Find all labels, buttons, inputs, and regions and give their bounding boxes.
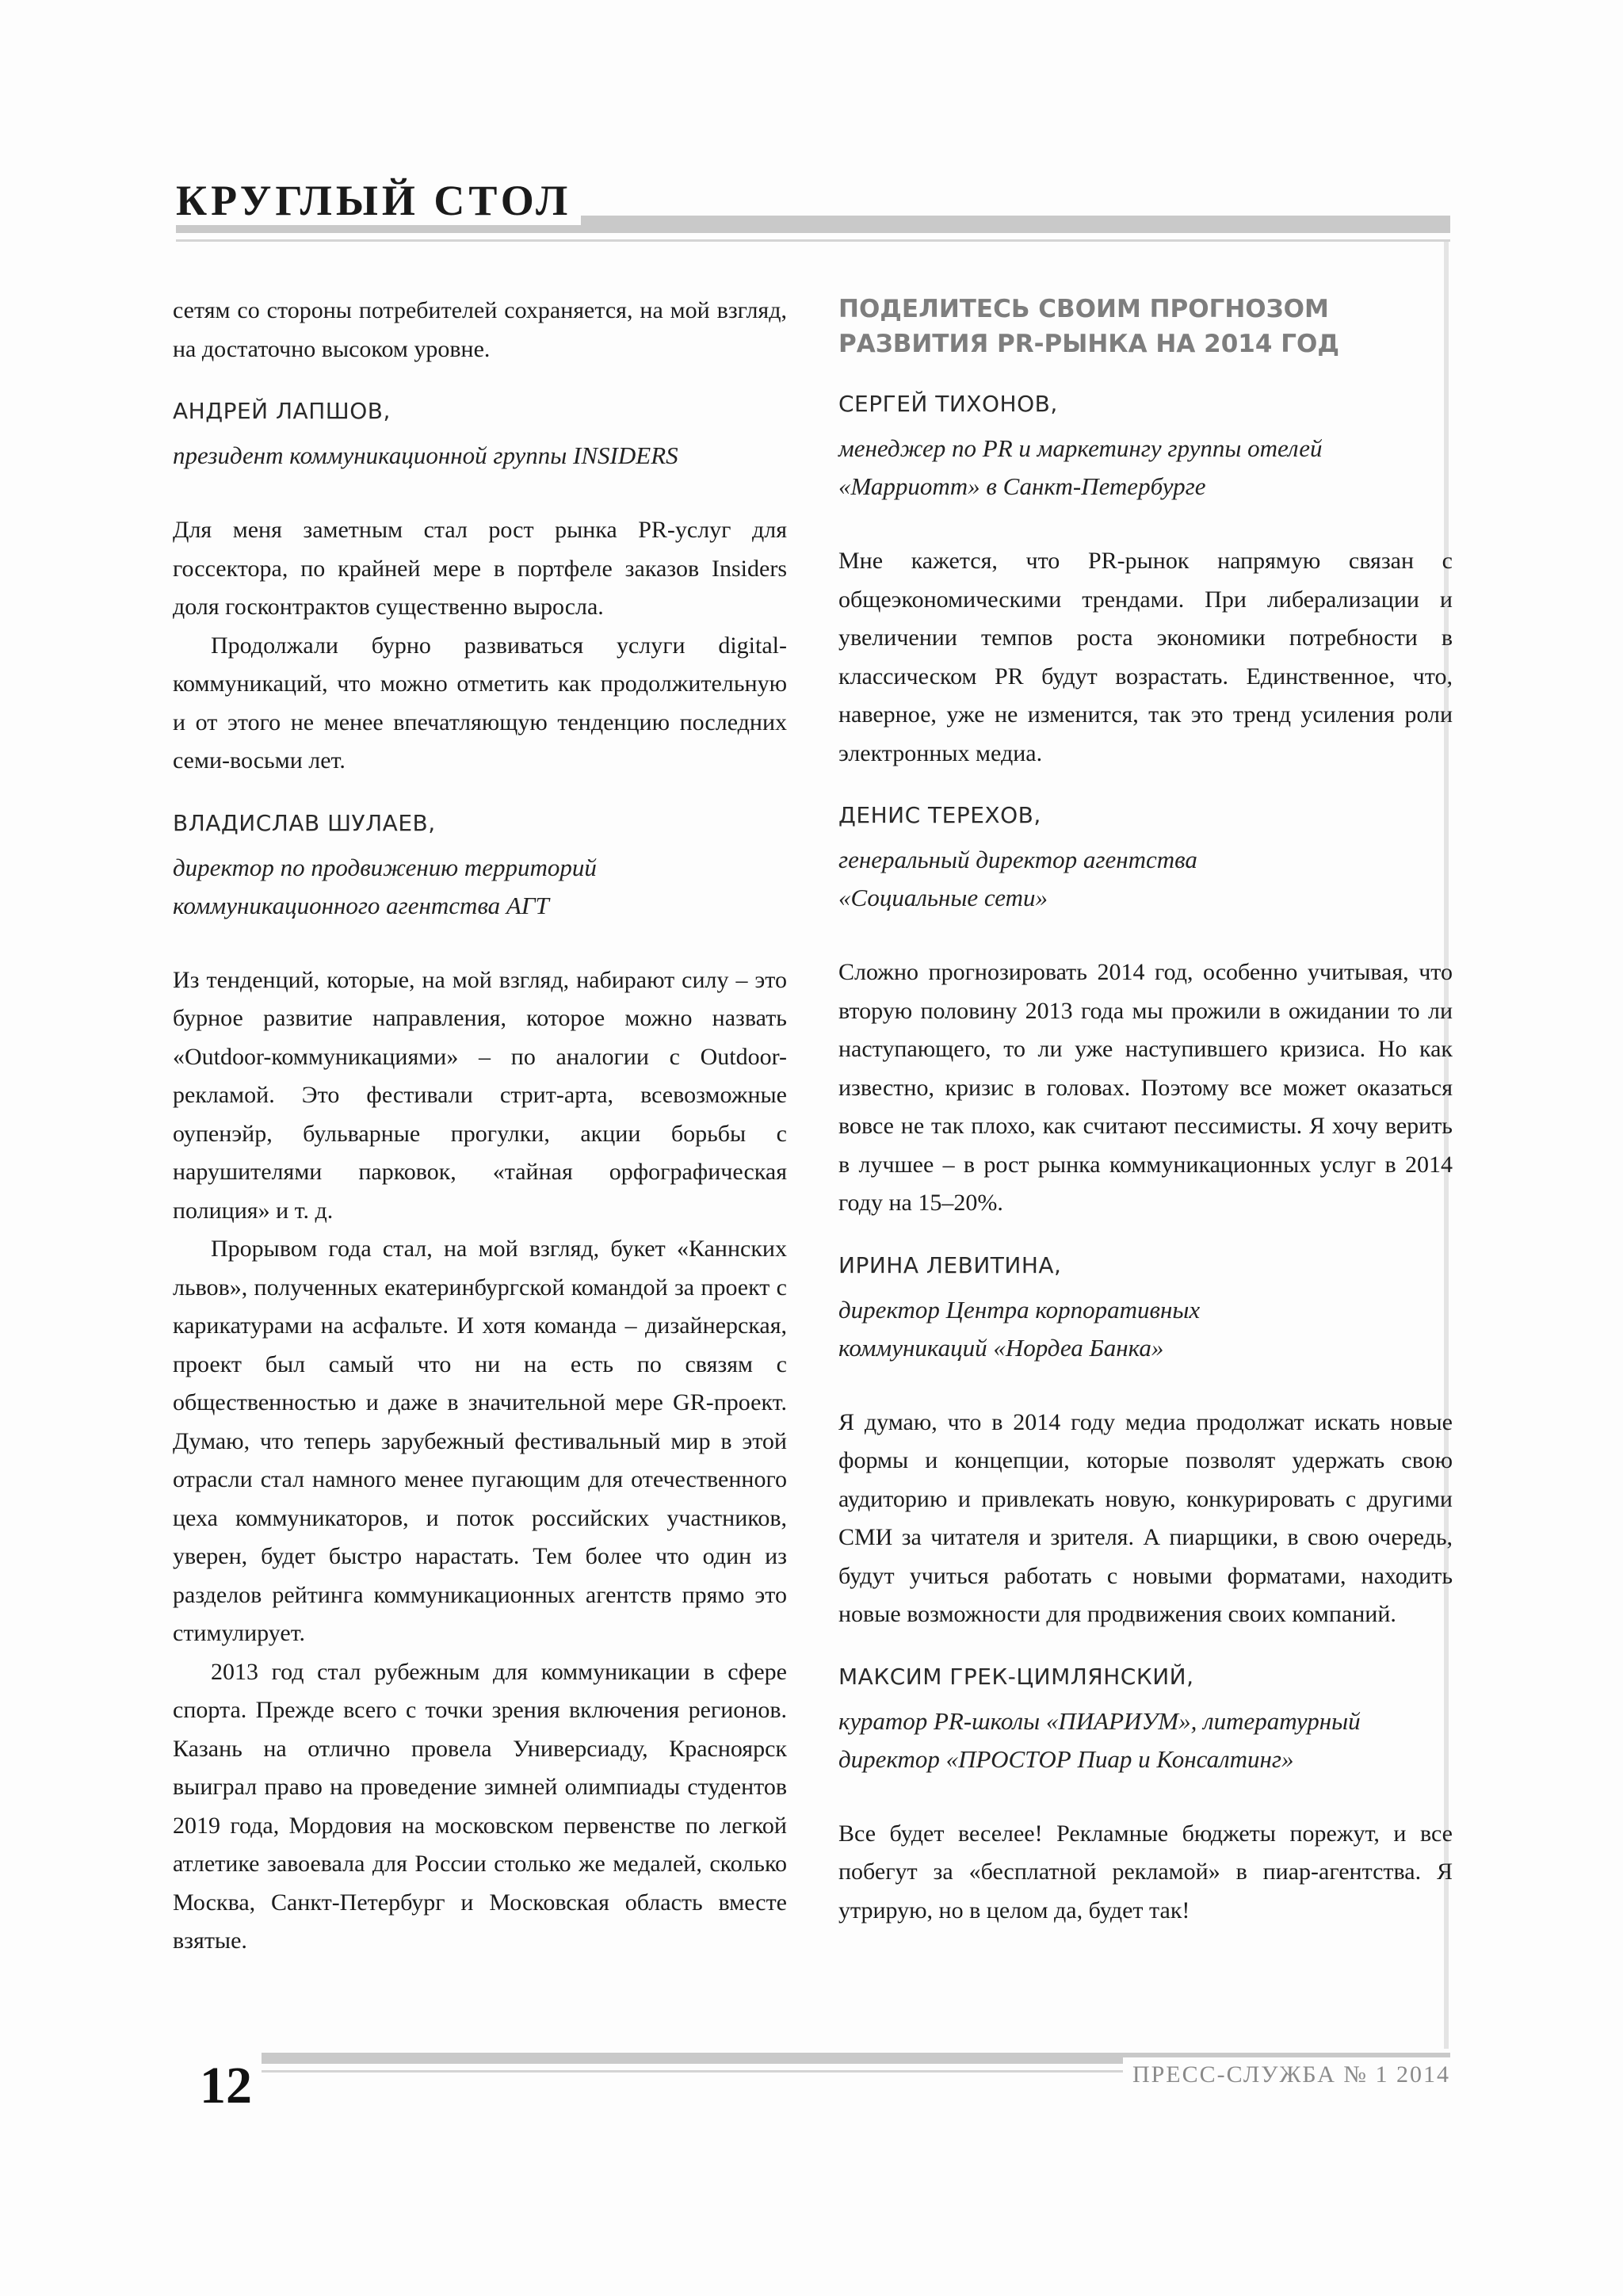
speaker-name: ВЛАДИСЛАВ ШУЛАЕВ,	[173, 809, 436, 836]
speaker-name: ДЕНИС ТЕРЕХОВ,	[838, 802, 1041, 828]
speaker-position	[173, 849, 787, 925]
speaker-name: СЕРГЕЙ ТИХОНОВ,	[838, 391, 1058, 417]
speaker-position	[838, 1702, 1453, 1778]
speaker-name: АНДРЕЙ ЛАПШОВ,	[173, 398, 391, 424]
speaker-position	[838, 1291, 1453, 1367]
speaker-position	[838, 430, 1453, 506]
intro-paragraph: сетям со стороны потребителей сохраняется, на мой взгляд, на достаточно высоком уровне.	[173, 297, 787, 362]
issue-label: ПРЕСС-СЛУЖБА № 1 2014	[1123, 2057, 1450, 2092]
speaker-name: ИРИНА ЛЕВИТИНА,	[838, 1251, 1062, 1278]
left-column	[173, 292, 787, 1961]
right-column	[838, 292, 1453, 1930]
position-line: коммуникационного агентства АГТ	[173, 891, 549, 919]
position-line: генеральный директор агентства	[838, 846, 1197, 873]
position-line: «Марриотт» в Санкт-Петербурге	[838, 472, 1206, 500]
section-title: КРУГЛЫЙ СТОЛ	[176, 176, 581, 225]
question-heading	[838, 292, 1453, 361]
answer-paragraph: Все будет веселее! Рекламные бюджеты порежут, и все побегут за «бесплатной рекламой» в пиар-агентства. Я утрирую, но в целом да, будет так!	[838, 1820, 1453, 1924]
speaker-position: президент коммуникационной группы INSIDERS	[173, 441, 678, 469]
speaker-name: МАКСИМ ГРЕК-ЦИМЛЯНСКИЙ,	[838, 1663, 1194, 1690]
answer-paragraph: Для меня заметным стал рост рынка PR-услуг для госсектора, по крайней мере в портфеле заказов Insiders доля госконтрактов существенно выросла.	[173, 517, 787, 620]
position-line: директор по продвижению территорий	[173, 853, 597, 881]
question-line: РАЗВИТИЯ PR-РЫНКА НА 2014 ГОД	[838, 330, 1339, 358]
answer-paragraph: Продолжали бурно развиваться услуги digital-коммуникаций, что можно отметить как продолжительную и от этого не менее впечатляющую тенденцию последних семи-восьми лет.	[173, 632, 787, 774]
position-line: коммуникаций «Нордеа Банка»	[838, 1333, 1164, 1362]
position-line: куратор PR-школы «ПИАРИУМ», литературный	[838, 1706, 1361, 1735]
header-rule	[176, 239, 1450, 242]
page-number: 12	[176, 2046, 262, 2126]
answer-paragraph: Прорывом года стал, на мой взгляд, букет «Каннских львов», полученных екатеринбургской командой за проект с карикатурами на асфальте. И хотя команда – дизайнерская, проект был самый что ни на есть по связям с общественностью и даже в значительной мере GR-проект. Думаю, что теперь зарубежный фестивальный мир в этой отрасли стал намного менее пугающим для отечественного цеха коммуникаторов, и поток российских участников, уверен, будет быстро нарастать. Тем более что один из разделов рейтинга коммуникационных агентств прямо это стимулирует.	[173, 1236, 787, 1646]
answer-paragraph: Из тенденций, которые, на мой взгляд, набирают силу – это бурное развитие направления, которое можно назвать «Outdoor-коммуникациями» – по аналогии с Outdoor-рекламой. Это фестивали стрит-арта, всевозможные оупенэйр, бульварные прогулки, акции борьбы с нарушителями парковок, «тайная орфографическая полиция» и т. д.	[173, 966, 787, 1224]
answer-paragraph: 2013 год стал рубежным для коммуникации в сфере спорта. Прежде всего с точки зрения включения регионов. Казань на отлично провела Универсиаду, Красноярск выиграл право на проведение зимней олимпиады студентов 2019 года, Мордовия на московском первенстве по легкой атлетике завоевала для России столько же медалей, сколько Москва, Санкт-Петербург и Московская область вместе взятые.	[173, 1658, 787, 1954]
answer-paragraph: Мне кажется, что PR-рынок напрямую связан с общеэкономическими трендами. При либерализации и увеличении темпов роста экономики потребности в классическом PR будут возрастать. Единственное, что, наверное, уже не изменится, так это тренд усиления роли электронных медиа.	[838, 548, 1453, 766]
position-line: директор «ПРОСТОР Пиар и Консалтинг»	[838, 1744, 1294, 1773]
answer-paragraph: Я думаю, что в 2014 году медиа продолжат искать новые формы и концепции, которые позволят удержать свою аудиторию и привлекать новую, конкурировать с другими СМИ за читателя и зрителя. А пиарщики, в свою очередь, будут учиться работать с новыми форматами, находить новые возможности для продвижения своих компаний.	[838, 1408, 1453, 1627]
question-line: ПОДЕЛИТЕСЬ СВОИМ ПРОГНОЗОМ	[838, 295, 1329, 323]
position-line: менеджер по PR и маркетингу группы отелей	[838, 434, 1323, 462]
position-line: директор Центра корпоративных	[838, 1295, 1201, 1324]
speaker-position	[838, 841, 1453, 917]
position-line: «Социальные сети»	[838, 884, 1048, 911]
answer-paragraph: Сложно прогнозировать 2014 год, особенно учитывая, что вторую половину 2013 года мы прожили в ожидании то ли наступающего, то ли уже наступившего кризиса. Но как известно, кризис в головах. Поэтому все может оказаться вовсе не так плохо, как считают пессимисты. Я хочу верить в лучшее – в рост рынка коммуникационных услуг в 2014 году на 15–20%.	[838, 959, 1453, 1216]
